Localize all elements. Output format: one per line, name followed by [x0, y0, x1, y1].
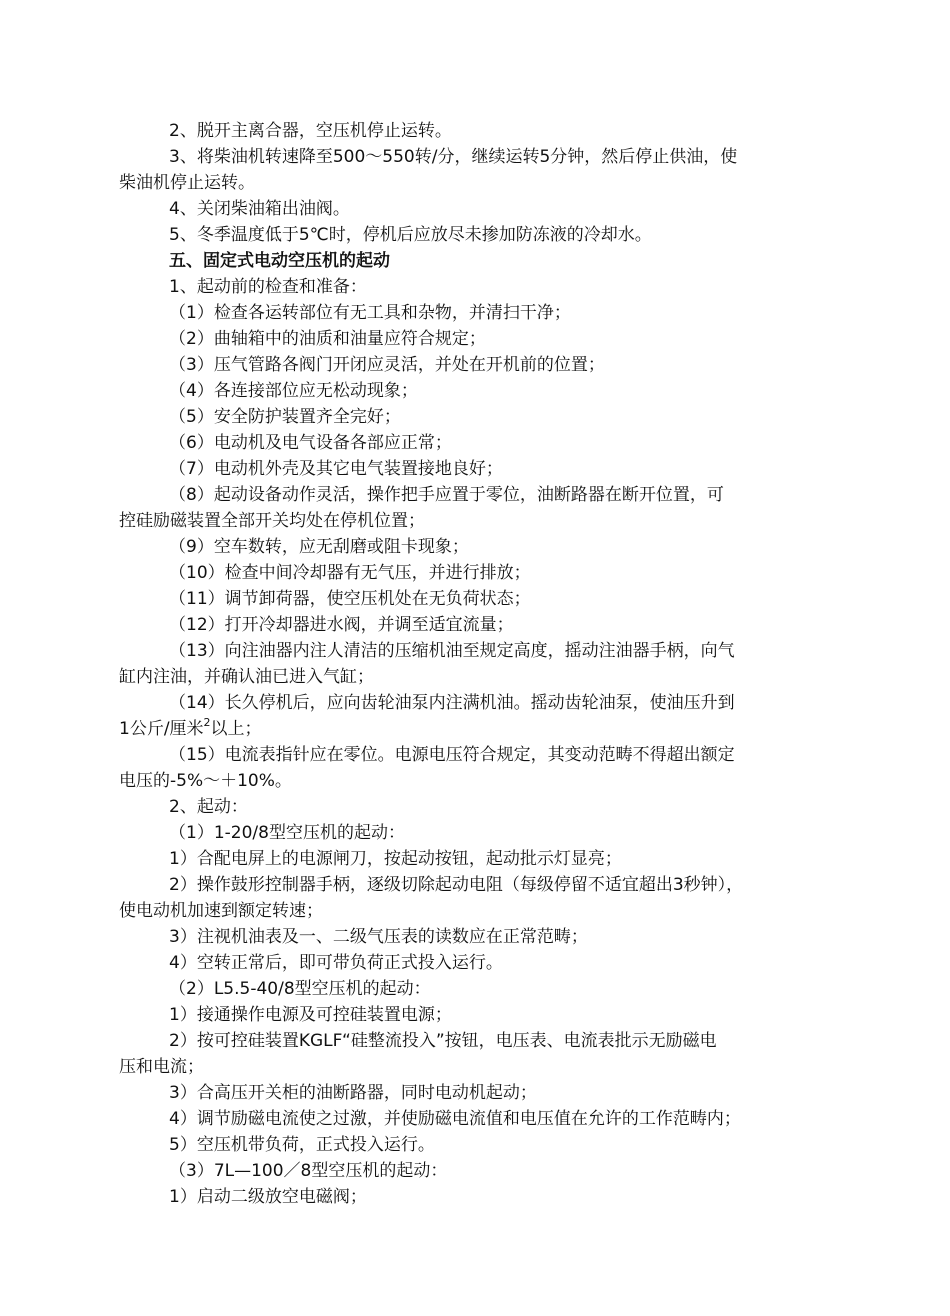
paragraph-line: 4）调节励磁电流使之过激，并使励磁电流值和电压值在允许的工作范畴内；	[169, 1109, 741, 1129]
paragraph-line: （9）空车数转，应无刮磨或阻卡现象；	[169, 537, 469, 557]
paragraph-line: 3）注视机油表及一、二级气压表的读数应在正常范畴；	[169, 927, 588, 947]
paragraph-line: 5）空压机带负荷，正式投入运行。	[169, 1135, 435, 1155]
unit-text: 1公斤/厘米	[119, 719, 204, 739]
paragraph-line	[119, 716, 262, 742]
paragraph-line: （7）电动机外壳及其它电气装置接地良好；	[169, 459, 503, 479]
paragraph-line: （11）调节卸荷器，使空压机处在无负荷状态；	[169, 589, 531, 609]
unit-suffix: 以上；	[210, 719, 262, 739]
paragraph-line: 压和电流；	[119, 1057, 204, 1077]
paragraph-line: （14）长久停机后，应向齿轮油泵内注满机油。摇动齿轮油泵，使油压升到	[169, 693, 735, 713]
paragraph-line: 4）空转正常后，即可带负荷正式投入运行。	[169, 953, 503, 973]
paragraph-line: 1、起动前的检查和准备：	[169, 277, 367, 297]
section-heading: 五、固定式电动空压机的起动	[169, 251, 390, 271]
paragraph-line: 2、起动：	[169, 797, 248, 817]
paragraph-line: （1）检查各运转部位有无工具和杂物，并清扫干净；	[169, 303, 571, 323]
paragraph-line: 2）操作鼓形控制器手柄，逐级切除起动电阻（每级停留不适宜超出3秒钟），	[169, 875, 744, 895]
paragraph-line: （8）起动设备动作灵活，操作把手应置于零位，油断路器在断开位置，可	[169, 485, 724, 505]
paragraph-line: （4）各连接部位应无松动现象；	[169, 381, 418, 401]
paragraph-line: （6）电动机及电气设备各部应正常；	[169, 433, 452, 453]
paragraph-line: 4、关闭柴油箱出油阀。	[169, 199, 350, 219]
paragraph-line: 3、将柴油机转速降至500～550转/分，继续运转5分钟，然后停止供油，使	[169, 147, 738, 167]
paragraph-line: （1）1-20/8型空压机的起动：	[169, 823, 405, 843]
paragraph-line: 1）启动二级放空电磁阀；	[169, 1187, 367, 1207]
paragraph-line: （10）检查中间冷却器有无气压，并进行排放；	[169, 563, 531, 583]
paragraph-line: （2）L5.5-40/8型空压机的起动：	[169, 979, 431, 999]
paragraph-line: 2）按可控硅装置KGLF“硅整流投入”按钮，电压表、电流表批示无励磁电	[169, 1031, 717, 1051]
paragraph-line: 1）接通操作电源及可控硅装置电源；	[169, 1005, 452, 1025]
paragraph-line: 柴油机停止运转。	[119, 173, 255, 193]
paragraph-line: 2、脱开主离合器，空压机停止运转。	[169, 121, 452, 141]
paragraph-line: （2）曲轴箱中的油质和油量应符合规定；	[169, 329, 486, 349]
paragraph-line: （15）电流表指针应在零位。电源电压符合规定，其变动范畴不得超出额定	[169, 745, 735, 765]
paragraph-line: （3）7L—100／8型空压机的起动：	[169, 1161, 448, 1181]
superscript: 2	[203, 716, 211, 730]
paragraph-line: 5、冬季温度低于5℃时，停机后应放尽未掺加防冻液的冷却水。	[169, 225, 652, 245]
paragraph-line: 1）合配电屏上的电源闸刀，按起动按钮，起动批示灯显亮；	[169, 849, 622, 869]
paragraph-line: 控硅励磁装置全部开关均处在停机位置；	[119, 511, 425, 531]
paragraph-line: 使电动机加速到额定转速；	[119, 901, 323, 921]
paragraph-line: （3）压气管路各阀门开闭应灵活，并处在开机前的位置；	[169, 355, 605, 375]
paragraph-line: 3）合高压开关柜的油断路器，同时电动机起动；	[169, 1083, 537, 1103]
paragraph-line: （5）安全防护装置齐全完好；	[169, 407, 401, 427]
paragraph-line: （13）向注油器内注人清洁的压缩机油至规定高度，摇动注油器手柄，向气	[169, 641, 735, 661]
paragraph-line: 缸内注油，并确认油已进入气缸；	[119, 667, 374, 687]
paragraph-line: （12）打开冷却器进水阀，并调至适宜流量；	[169, 615, 514, 635]
paragraph-line: 电压的-5%～＋10%。	[119, 771, 292, 791]
